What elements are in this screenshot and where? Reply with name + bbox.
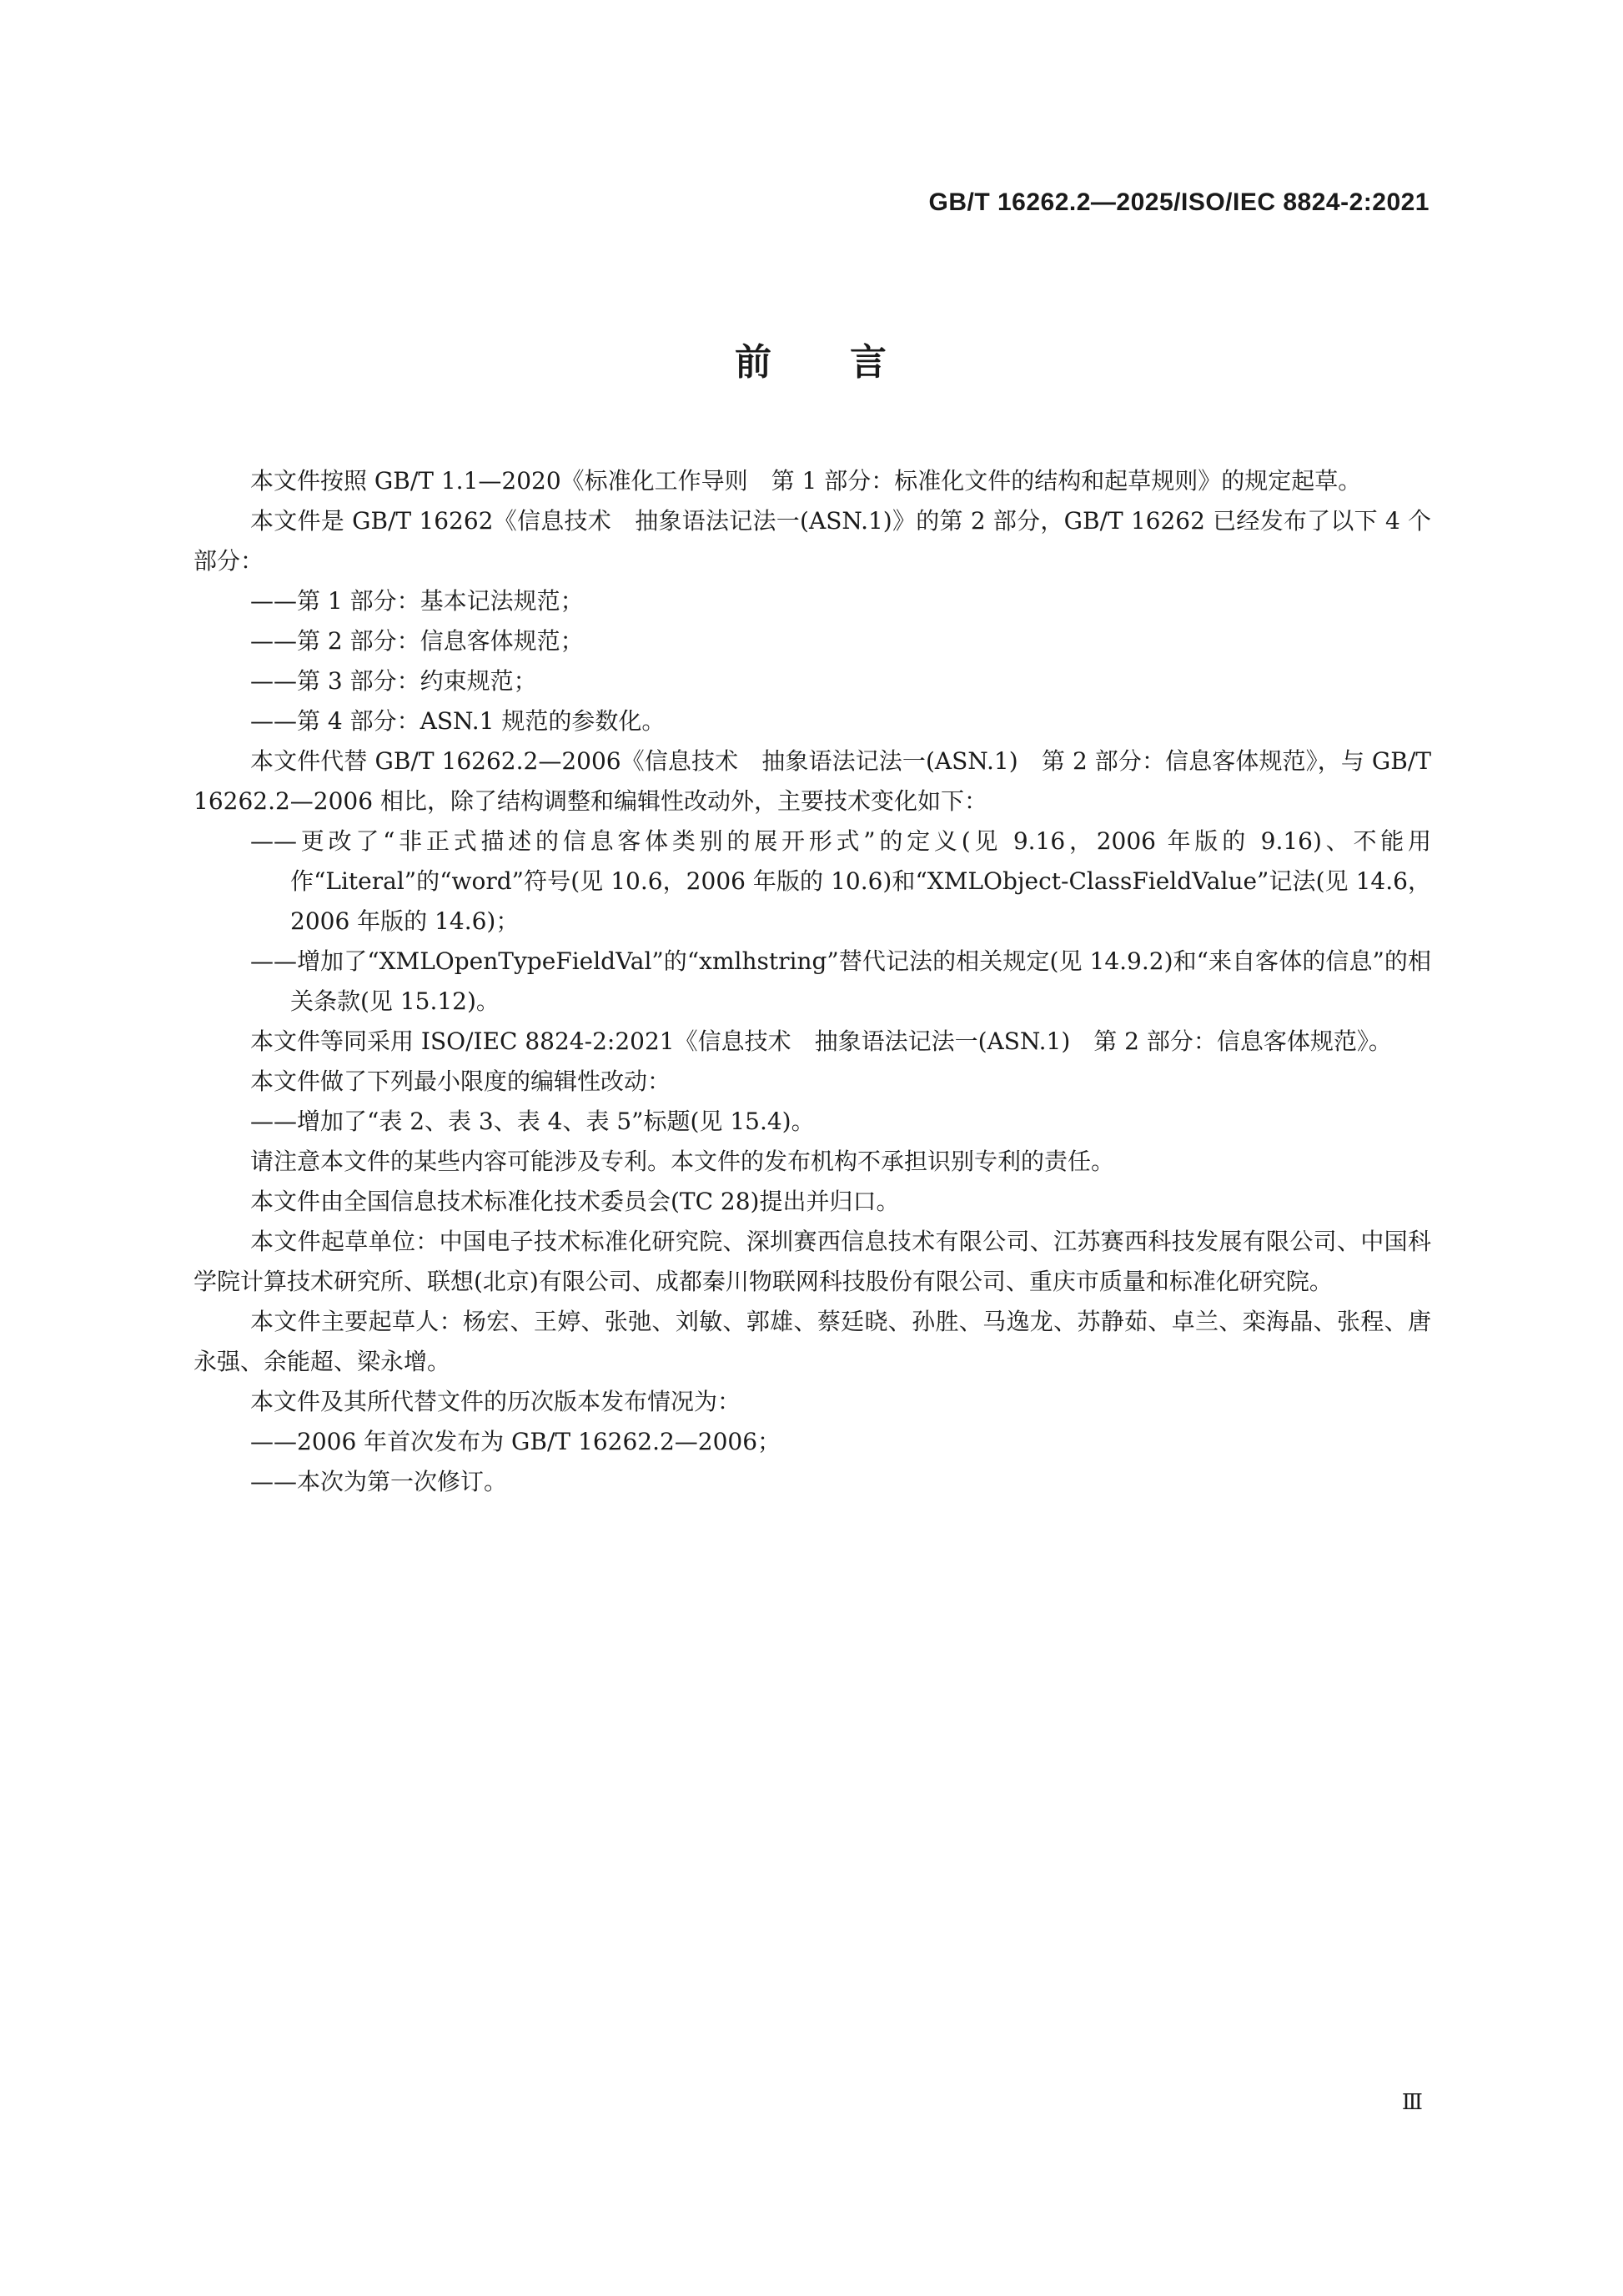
paragraph-drafting-organizations: 本文件起草单位：中国电子技术标准化研究院、深圳赛西信息技术有限公司、江苏赛西科技发展有限公司、中国科学院计算技术研究所、联想(北京)有限公司、成都秦川物联网科技股份有限公司、重庆市质量和标准化研究院。 bbox=[193, 1228, 1431, 1295]
list-item-part-2: ——第 2 部分：信息客体规范； bbox=[250, 627, 584, 655]
page-title: 前 言 bbox=[735, 341, 888, 384]
paragraph-proposed-by: 本文件由全国信息技术标准化技术委员会(TC 28)提出并归口。 bbox=[250, 1188, 900, 1215]
paragraph-drafting-rules: 本文件按照 GB/T 1.1—2020《标准化工作导则 第 1 部分：标准化文件的结构和起草规则》的规定起草。 bbox=[250, 467, 1362, 495]
paragraph-version-history: 本文件及其所代替文件的历次版本发布情况为： bbox=[250, 1388, 741, 1415]
foreword-body bbox=[193, 461, 1431, 1502]
list-item-history-1: ——2006 年首次发布为 GB/T 16262.2—2006； bbox=[250, 1428, 781, 1455]
paragraph-drafters: 本文件主要起草人：杨宏、王婷、张弛、刘敏、郭雄、蔡廷晓、孙胜、马逸龙、苏静茹、卓兰、栾海晶、张程、唐永强、余能超、梁永增。 bbox=[193, 1308, 1431, 1375]
list-item-change-1: ——更改了“非正式描述的信息客体类别的展开形式”的定义(见 9.16，2006 年版的 9.16)、不能用作“Literal”的“word”符号(见 10.6，2006 年版的 10.6)和“XMLObject-ClassFieldValue”记法(见 14.6，2006 年版的 14.6)； bbox=[250, 827, 1431, 935]
standard-code-header: GB/T 16262.2—2025/ISO/IEC 8824-2:2021 bbox=[928, 188, 1430, 216]
list-item-part-4: ——第 4 部分：ASN.1 规范的参数化。 bbox=[250, 707, 666, 735]
list-item-history-2: ——本次为第一次修订。 bbox=[250, 1468, 508, 1495]
list-item-part-1: ——第 1 部分：基本记法规范； bbox=[250, 587, 584, 615]
paragraph-replaces: 本文件代替 GB/T 16262.2—2006《信息技术 抽象语法记法一(ASN.1) 第 2 部分：信息客体规范》，与 GB/T 16262.2—2006 相比，除了结构调整和编辑性改动外，主要技术变化如下： bbox=[193, 747, 1431, 815]
paragraph-patent-notice: 请注意本文件的某些内容可能涉及专利。本文件的发布机构不承担识别专利的责任。 bbox=[250, 1148, 1115, 1175]
paragraph-editorial-changes: 本文件做了下列最小限度的编辑性改动： bbox=[250, 1068, 671, 1095]
list-item-editorial-1: ——增加了“表 2、表 3、表 4、表 5”标题(见 15.4)。 bbox=[250, 1108, 815, 1135]
paragraph-series-parts: 本文件是 GB/T 16262《信息技术 抽象语法记法一(ASN.1)》的第 2 部分，GB/T 16262 已经发布了以下 4 个部分： bbox=[193, 507, 1431, 575]
paragraph-identical-adoption: 本文件等同采用 ISO/IEC 8824-2:2021《信息技术 抽象语法记法一(ASN.1) 第 2 部分：信息客体规范》。 bbox=[250, 1027, 1392, 1055]
page-number: Ⅲ bbox=[1401, 2090, 1423, 2115]
list-item-part-3: ——第 3 部分：约束规范； bbox=[250, 667, 537, 695]
list-item-change-2: ——增加了“XMLOpenTypeFieldVal”的“xmlhstring”替代记法的相关规定(见 14.9.2)和“来自客体的信息”的相关条款(见 15.12)。 bbox=[250, 947, 1431, 1015]
